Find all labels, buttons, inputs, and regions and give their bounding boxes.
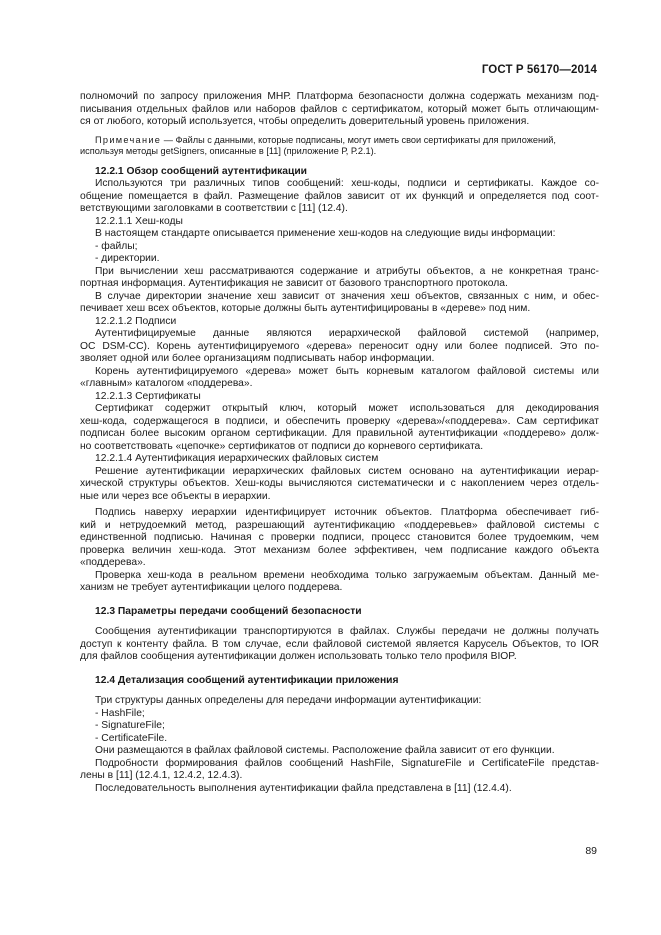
text-line: проверка величин хеш-кода. Этот механизм более эффективен, чем подписание каждого объекта xyxy=(80,544,599,556)
list-item: - CertificateFile. xyxy=(95,732,168,744)
text-line: Последовательность выполнения аутентификации файла представлена в [11] (12.4.4). xyxy=(95,782,512,794)
text-line: единственной подписью. Начиная с проверки подписи, процесс становится более трудоемким, чем xyxy=(80,532,599,543)
text-line: подписан более высоким органом сертификации. Для правильной аутентификации «поддерево» долж- xyxy=(80,428,599,439)
text-line: Три структуры данных определены для передачи информации аутентификации: xyxy=(95,695,482,706)
text-line: хической структуры объектов. Хеш-коды вычисляются систематически и с накоплением через отдель- xyxy=(80,478,599,489)
page-content xyxy=(80,91,599,795)
text-line: хеш-кода, содержащегося в подписи, и обеспечить проверку «дерева»/«поддерева». Сам сертификат xyxy=(80,415,599,427)
note-text: — Файлы с данными, которые подписаны, могут иметь свои сертификаты для приложений, xyxy=(161,134,556,145)
text-line: Подпись наверху иерархии идентифицирует источник объектов. Платформа обеспечивает гиб- xyxy=(95,507,599,518)
note-line: используя методы getSigners, описанные в [11] (приложение Р, Р.2.1). xyxy=(80,146,377,156)
subsection-heading: 12.2.1.1 Хеш-коды xyxy=(95,215,183,227)
text-line: Решение аутентификации иерархических файловых систем основано на аутентификации иерар- xyxy=(95,465,599,477)
text-line: ветствующими заголовками в соответствии с [11] (12.4). xyxy=(80,203,348,214)
text-line: Сертификат содержит открытый ключ, который может использоваться для декодирования xyxy=(95,403,599,414)
text-line: Проверка хеш-кода в реальном времени необходима только загружаемым объектам. Данный ме- xyxy=(95,569,599,581)
text-line: ханизм не требует аутентификации целого поддерева. xyxy=(80,582,343,593)
text-line: Корень аутентифицируемого «дерева» может быть корневым каталогом файловой системы или xyxy=(95,365,599,377)
text-line: доступ к контенту файла. В том случае, если файловой системой является Карусель Объектов, то IOR xyxy=(80,638,599,650)
note-line xyxy=(80,135,599,147)
subsection-heading: 12.2.1.3 Сертификаты xyxy=(95,390,201,402)
text-line: портная информация. Аутентификация не зависит от базового транспортного протокола. xyxy=(80,278,508,289)
standard-header: ГОСТ Р 56170—2014 xyxy=(481,64,597,76)
list-item: - файлы; xyxy=(95,240,138,252)
text-line: кий и нетрудоемкий метод, разрешающий аутентификацию «поддеревьев» файловой системы с xyxy=(80,519,599,531)
text-line: Аутентифицируемые данные являются иерархической файловой системой (например, xyxy=(95,328,599,339)
subsection-heading: 12.2.1.4 Аутентификация иерархических файловых систем xyxy=(95,453,379,464)
list-item: - директории. xyxy=(95,253,160,264)
text-line: лены в [11] (12.4.1, 12.4.2, 12.4.3). xyxy=(80,770,243,781)
list-item: - HashFile; xyxy=(95,707,145,719)
text-line: полномочий по запросу приложения МНР. Платформа безопасности должна содержать механизм под- xyxy=(80,91,599,102)
section-heading: 12.4 Детализация сообщений аутентификации приложения xyxy=(95,674,399,686)
text-line: общение помещается в файл. Размещение файлов зависит от их функций и определяется под соот- xyxy=(80,190,599,202)
text-line: «главным» каталогом «поддерева». xyxy=(80,378,253,389)
text-line: Они размещаются в файлах файловой системы. Расположение файла зависит от его функции. xyxy=(95,745,555,756)
section-heading: 12.3 Параметры передачи сообщений безопасности xyxy=(95,605,362,617)
text-line: «поддерева». xyxy=(80,557,146,568)
text-line: для файлов сообщения аутентификации должен использовать только тело профиля BIOP. xyxy=(80,651,517,662)
text-line: писывания отдельных файлов или наборов файлов с сертификатом, который может быть отличающим- xyxy=(80,103,599,115)
text-line: зволяет одной или более организациям подписывать набор информации. xyxy=(80,353,435,364)
text-line: При вычислении хеш рассматриваются содержание и атрибуты объектов, а не конкретная транс- xyxy=(95,265,599,277)
text-line: печивает хеш всех объектов, которые должны быть аутентифицированы в «дереве» под ним. xyxy=(80,303,531,314)
text-line: ОС DSM-CC). Корень аутентифицируемого «дерева» переносит одну или более подписей. Это по- xyxy=(80,340,599,352)
text-line: но соответствовать «цепочке» сертификатов от подписи до корневого сертификата. xyxy=(80,440,484,452)
text-line: Подробности формирования файлов сообщений HashFile, SignatureFile и CertificateFile представ- xyxy=(95,757,599,769)
note-label: Примечание xyxy=(95,134,162,145)
text-line: В случае директории значение хеш зависит от значения хеш объектов, связанных с ним, и обес- xyxy=(95,290,599,302)
page-number: 89 xyxy=(585,845,597,857)
section-heading: 12.2.1 Обзор сообщений аутентификации xyxy=(95,165,307,177)
text-line: В настоящем стандарте описывается применение хеш-кодов на следующие виды информации: xyxy=(95,228,556,239)
text-line: Используются три различных типов сообщений: хеш-коды, подписи и сертификаты. Каждое со- xyxy=(95,178,599,189)
list-item: - SignatureFile; xyxy=(95,720,165,731)
text-line: ные или через все объекты в иерархии. xyxy=(80,490,271,502)
text-line: Сообщения аутентификации транспортируются в файлах. Службы передачи не должны получать xyxy=(95,626,599,637)
subsection-heading: 12.2.1.2 Подписи xyxy=(95,315,177,327)
text-line: ся от любого, который используется, чтобы определить доверительный уровень приложения. xyxy=(80,116,530,127)
